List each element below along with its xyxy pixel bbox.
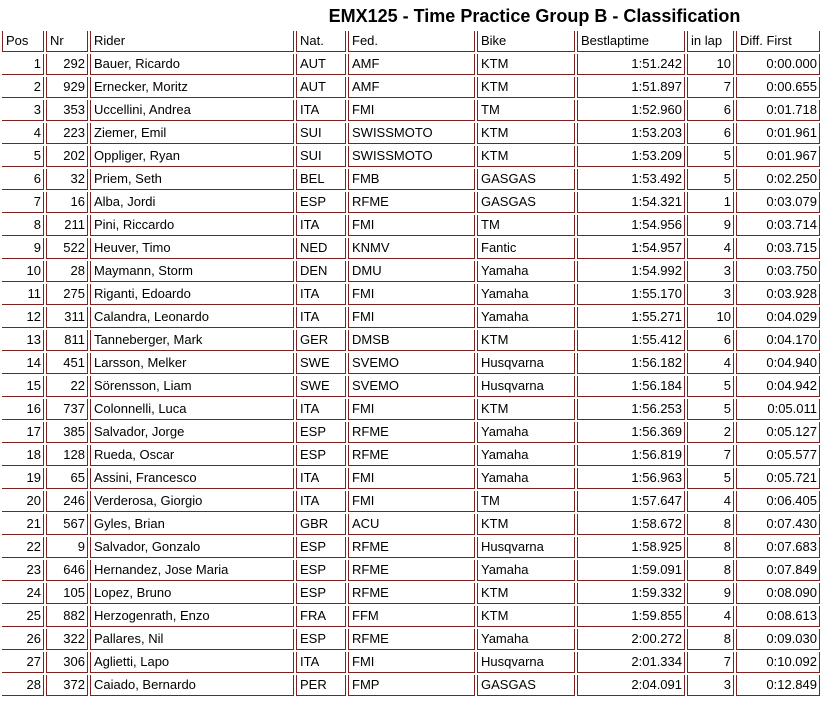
cell-nat: SWE — [296, 376, 346, 397]
cell-rider: Lopez, Bruno — [90, 583, 294, 604]
cell-bestlaptime: 1:53.492 — [577, 169, 685, 190]
cell-nr: 567 — [46, 514, 88, 535]
cell-nat: NED — [296, 238, 346, 259]
cell-rider: Bauer, Ricardo — [90, 54, 294, 75]
cell-bestlaptime: 1:54.956 — [577, 215, 685, 236]
cell-fed: DMSB — [348, 330, 475, 351]
column-header-pos: Pos — [2, 31, 44, 52]
cell-diff_first: 0:01.718 — [736, 100, 820, 121]
table-row — [2, 445, 820, 466]
cell-bike: TM — [477, 215, 575, 236]
cell-pos: 23 — [2, 560, 44, 581]
cell-nr: 246 — [46, 491, 88, 512]
cell-diff_first: 0:05.127 — [736, 422, 820, 443]
table-row — [2, 560, 820, 581]
cell-bike: GASGAS — [477, 675, 575, 696]
cell-nat: SUI — [296, 123, 346, 144]
cell-bike: KTM — [477, 77, 575, 98]
cell-bike: KTM — [477, 54, 575, 75]
table-row — [2, 238, 820, 259]
cell-in_lap: 7 — [687, 652, 734, 673]
cell-nr: 32 — [46, 169, 88, 190]
cell-in_lap: 5 — [687, 468, 734, 489]
cell-fed: RFME — [348, 445, 475, 466]
cell-diff_first: 0:10.092 — [736, 652, 820, 673]
cell-nat: ITA — [296, 284, 346, 305]
table-row — [2, 629, 820, 650]
cell-in_lap: 10 — [687, 307, 734, 328]
cell-in_lap: 8 — [687, 514, 734, 535]
cell-fed: FMI — [348, 307, 475, 328]
column-header-bike: Bike — [477, 31, 575, 52]
column-header-rider: Rider — [90, 31, 294, 52]
cell-rider: Priem, Seth — [90, 169, 294, 190]
cell-in_lap: 2 — [687, 422, 734, 443]
cell-bestlaptime: 1:54.321 — [577, 192, 685, 213]
cell-nat: ESP — [296, 445, 346, 466]
cell-in_lap: 5 — [687, 146, 734, 167]
cell-bestlaptime: 1:53.209 — [577, 146, 685, 167]
cell-pos: 26 — [2, 629, 44, 650]
table-row — [2, 307, 820, 328]
cell-rider: Ziemer, Emil — [90, 123, 294, 144]
cell-nr: 16 — [46, 192, 88, 213]
cell-nr: 292 — [46, 54, 88, 75]
cell-diff_first: 0:07.849 — [736, 560, 820, 581]
cell-bike: Husqvarna — [477, 537, 575, 558]
table-row — [2, 330, 820, 351]
cell-pos: 20 — [2, 491, 44, 512]
cell-nat: FRA — [296, 606, 346, 627]
cell-diff_first: 0:05.721 — [736, 468, 820, 489]
cell-in_lap: 10 — [687, 54, 734, 75]
cell-pos: 13 — [2, 330, 44, 351]
cell-pos: 9 — [2, 238, 44, 259]
cell-fed: FMI — [348, 100, 475, 121]
cell-bike: KTM — [477, 146, 575, 167]
cell-diff_first: 0:02.250 — [736, 169, 820, 190]
cell-bestlaptime: 1:55.271 — [577, 307, 685, 328]
page-title: EMX125 - Time Practice Group B - Classification — [328, 6, 741, 26]
cell-nr: 811 — [46, 330, 88, 351]
table-row — [2, 169, 820, 190]
cell-pos: 6 — [2, 169, 44, 190]
cell-nat: ITA — [296, 468, 346, 489]
table-row — [2, 215, 820, 236]
cell-nr: 882 — [46, 606, 88, 627]
cell-diff_first: 0:08.090 — [736, 583, 820, 604]
table-row — [2, 468, 820, 489]
cell-in_lap: 5 — [687, 376, 734, 397]
table-row — [2, 192, 820, 213]
cell-nr: 737 — [46, 399, 88, 420]
cell-bestlaptime: 1:56.819 — [577, 445, 685, 466]
cell-rider: Gyles, Brian — [90, 514, 294, 535]
table-row — [2, 77, 820, 98]
column-header-in_lap: in lap — [687, 31, 734, 52]
cell-pos: 4 — [2, 123, 44, 144]
cell-diff_first: 0:00.655 — [736, 77, 820, 98]
cell-nr: 646 — [46, 560, 88, 581]
table-row — [2, 491, 820, 512]
cell-nat: ITA — [296, 307, 346, 328]
cell-fed: FMB — [348, 169, 475, 190]
cell-pos: 27 — [2, 652, 44, 673]
cell-nat: ITA — [296, 100, 346, 121]
cell-nr: 372 — [46, 675, 88, 696]
column-header-nat: Nat. — [296, 31, 346, 52]
cell-rider: Pallares, Nil — [90, 629, 294, 650]
cell-bestlaptime: 2:00.272 — [577, 629, 685, 650]
cell-pos: 25 — [2, 606, 44, 627]
cell-nat: GBR — [296, 514, 346, 535]
cell-rider: Assini, Francesco — [90, 468, 294, 489]
cell-pos: 16 — [2, 399, 44, 420]
table-row — [2, 514, 820, 535]
cell-in_lap: 8 — [687, 537, 734, 558]
cell-in_lap: 1 — [687, 192, 734, 213]
cell-in_lap: 3 — [687, 675, 734, 696]
cell-fed: RFME — [348, 583, 475, 604]
cell-bike: GASGAS — [477, 192, 575, 213]
cell-diff_first: 0:07.430 — [736, 514, 820, 535]
cell-nr: 105 — [46, 583, 88, 604]
cell-diff_first: 0:01.961 — [736, 123, 820, 144]
cell-bike: KTM — [477, 330, 575, 351]
cell-pos: 17 — [2, 422, 44, 443]
table-row — [2, 606, 820, 627]
cell-fed: RFME — [348, 422, 475, 443]
cell-bike: KTM — [477, 123, 575, 144]
cell-nr: 211 — [46, 215, 88, 236]
cell-nr: 275 — [46, 284, 88, 305]
cell-bestlaptime: 1:57.647 — [577, 491, 685, 512]
cell-nat: ITA — [296, 652, 346, 673]
column-header-diff_first: Diff. First — [736, 31, 820, 52]
cell-diff_first: 0:04.942 — [736, 376, 820, 397]
cell-diff_first: 0:04.940 — [736, 353, 820, 374]
cell-rider: Sörensson, Liam — [90, 376, 294, 397]
cell-pos: 28 — [2, 675, 44, 696]
cell-fed: FMI — [348, 468, 475, 489]
cell-in_lap: 4 — [687, 606, 734, 627]
cell-nat: ITA — [296, 215, 346, 236]
cell-nat: PER — [296, 675, 346, 696]
cell-diff_first: 0:03.715 — [736, 238, 820, 259]
cell-in_lap: 9 — [687, 583, 734, 604]
cell-fed: DMU — [348, 261, 475, 282]
cell-nat: ESP — [296, 560, 346, 581]
cell-bestlaptime: 1:54.992 — [577, 261, 685, 282]
cell-nat: ESP — [296, 537, 346, 558]
cell-pos: 21 — [2, 514, 44, 535]
cell-diff_first: 0:05.011 — [736, 399, 820, 420]
cell-nr: 28 — [46, 261, 88, 282]
cell-rider: Salvador, Jorge — [90, 422, 294, 443]
cell-nr: 322 — [46, 629, 88, 650]
cell-rider: Heuver, Timo — [90, 238, 294, 259]
cell-fed: AMF — [348, 54, 475, 75]
cell-nat: SUI — [296, 146, 346, 167]
cell-bestlaptime: 1:56.182 — [577, 353, 685, 374]
cell-bike: Husqvarna — [477, 652, 575, 673]
cell-bike: TM — [477, 100, 575, 121]
cell-pos: 19 — [2, 468, 44, 489]
cell-nat: ESP — [296, 192, 346, 213]
table-row — [2, 376, 820, 397]
cell-bike: Yamaha — [477, 445, 575, 466]
cell-nr: 311 — [46, 307, 88, 328]
cell-bike: Yamaha — [477, 261, 575, 282]
cell-rider: Hernandez, Jose Maria — [90, 560, 294, 581]
table-row — [2, 123, 820, 144]
cell-pos: 10 — [2, 261, 44, 282]
cell-nr: 65 — [46, 468, 88, 489]
cell-pos: 2 — [2, 77, 44, 98]
cell-bestlaptime: 1:58.925 — [577, 537, 685, 558]
cell-nr: 9 — [46, 537, 88, 558]
cell-in_lap: 7 — [687, 77, 734, 98]
cell-diff_first: 0:05.577 — [736, 445, 820, 466]
cell-diff_first: 0:04.029 — [736, 307, 820, 328]
cell-in_lap: 6 — [687, 123, 734, 144]
cell-bestlaptime: 1:53.203 — [577, 123, 685, 144]
table-row — [2, 583, 820, 604]
cell-pos: 5 — [2, 146, 44, 167]
cell-rider: Caiado, Bernardo — [90, 675, 294, 696]
cell-nat: ESP — [296, 629, 346, 650]
cell-bike: TM — [477, 491, 575, 512]
cell-diff_first: 0:06.405 — [736, 491, 820, 512]
cell-nr: 353 — [46, 100, 88, 121]
cell-fed: KNMV — [348, 238, 475, 259]
cell-rider: Verderosa, Giorgio — [90, 491, 294, 512]
cell-pos: 3 — [2, 100, 44, 121]
table-row — [2, 422, 820, 443]
cell-diff_first: 0:01.967 — [736, 146, 820, 167]
cell-pos: 7 — [2, 192, 44, 213]
table-row — [2, 100, 820, 121]
cell-diff_first: 0:07.683 — [736, 537, 820, 558]
cell-in_lap: 5 — [687, 169, 734, 190]
cell-bestlaptime: 1:51.897 — [577, 77, 685, 98]
cell-bestlaptime: 2:01.334 — [577, 652, 685, 673]
header-row — [2, 31, 820, 52]
cell-rider: Tanneberger, Mark — [90, 330, 294, 351]
cell-bike: KTM — [477, 399, 575, 420]
cell-nat: BEL — [296, 169, 346, 190]
cell-fed: RFME — [348, 629, 475, 650]
cell-rider: Larsson, Melker — [90, 353, 294, 374]
cell-fed: SWISSMOTO — [348, 146, 475, 167]
cell-diff_first: 0:03.079 — [736, 192, 820, 213]
cell-nat: DEN — [296, 261, 346, 282]
cell-pos: 11 — [2, 284, 44, 305]
cell-in_lap: 4 — [687, 238, 734, 259]
table-row — [2, 54, 820, 75]
cell-bestlaptime: 1:52.960 — [577, 100, 685, 121]
cell-nr: 385 — [46, 422, 88, 443]
cell-nat: AUT — [296, 77, 346, 98]
column-header-nr: Nr — [46, 31, 88, 52]
cell-nr: 929 — [46, 77, 88, 98]
cell-nat: ESP — [296, 422, 346, 443]
cell-nr: 451 — [46, 353, 88, 374]
table-row — [2, 399, 820, 420]
table-row — [2, 261, 820, 282]
table-row — [2, 284, 820, 305]
cell-bestlaptime: 1:56.253 — [577, 399, 685, 420]
cell-in_lap: 3 — [687, 284, 734, 305]
column-header-bestlaptime: Bestlaptime — [577, 31, 685, 52]
cell-rider: Oppliger, Ryan — [90, 146, 294, 167]
cell-bestlaptime: 1:55.412 — [577, 330, 685, 351]
cell-fed: ACU — [348, 514, 475, 535]
cell-pos: 1 — [2, 54, 44, 75]
cell-bike: Husqvarna — [477, 353, 575, 374]
cell-diff_first: 0:03.750 — [736, 261, 820, 282]
cell-rider: Alba, Jordi — [90, 192, 294, 213]
cell-in_lap: 4 — [687, 491, 734, 512]
cell-nat: AUT — [296, 54, 346, 75]
classification-table — [0, 29, 822, 698]
cell-in_lap: 3 — [687, 261, 734, 282]
cell-pos: 18 — [2, 445, 44, 466]
cell-nr: 522 — [46, 238, 88, 259]
cell-pos: 8 — [2, 215, 44, 236]
cell-nat: ESP — [296, 583, 346, 604]
cell-rider: Uccellini, Andrea — [90, 100, 294, 121]
cell-bestlaptime: 1:51.242 — [577, 54, 685, 75]
cell-bike: Yamaha — [477, 422, 575, 443]
cell-nat: GER — [296, 330, 346, 351]
cell-diff_first: 0:04.170 — [736, 330, 820, 351]
cell-bike: KTM — [477, 583, 575, 604]
cell-diff_first: 0:12.849 — [736, 675, 820, 696]
cell-bike: KTM — [477, 514, 575, 535]
cell-nr: 202 — [46, 146, 88, 167]
cell-bike: Yamaha — [477, 629, 575, 650]
cell-diff_first: 0:03.928 — [736, 284, 820, 305]
cell-rider: Aglietti, Lapo — [90, 652, 294, 673]
table-body — [2, 54, 820, 696]
cell-pos: 24 — [2, 583, 44, 604]
cell-fed: RFME — [348, 537, 475, 558]
cell-fed: FMP — [348, 675, 475, 696]
cell-bestlaptime: 1:59.332 — [577, 583, 685, 604]
cell-bike: Yamaha — [477, 560, 575, 581]
cell-rider: Colonnelli, Luca — [90, 399, 294, 420]
cell-fed: AMF — [348, 77, 475, 98]
cell-bike: Fantic — [477, 238, 575, 259]
cell-diff_first: 0:08.613 — [736, 606, 820, 627]
cell-in_lap: 4 — [687, 353, 734, 374]
cell-bike: GASGAS — [477, 169, 575, 190]
cell-in_lap: 6 — [687, 100, 734, 121]
cell-bestlaptime: 1:55.170 — [577, 284, 685, 305]
table-row — [2, 146, 820, 167]
cell-rider: Maymann, Storm — [90, 261, 294, 282]
cell-pos: 12 — [2, 307, 44, 328]
cell-bike: Yamaha — [477, 284, 575, 305]
cell-bike: Yamaha — [477, 468, 575, 489]
cell-diff_first: 0:09.030 — [736, 629, 820, 650]
cell-fed: FFM — [348, 606, 475, 627]
cell-fed: FMI — [348, 399, 475, 420]
cell-rider: Salvador, Gonzalo — [90, 537, 294, 558]
cell-pos: 15 — [2, 376, 44, 397]
cell-bestlaptime: 1:56.369 — [577, 422, 685, 443]
cell-fed: FMI — [348, 652, 475, 673]
cell-nr: 306 — [46, 652, 88, 673]
cell-bestlaptime: 1:59.091 — [577, 560, 685, 581]
cell-bestlaptime: 1:56.963 — [577, 468, 685, 489]
cell-fed: SVEMO — [348, 376, 475, 397]
cell-bike: KTM — [477, 606, 575, 627]
cell-rider: Rueda, Oscar — [90, 445, 294, 466]
cell-bestlaptime: 2:04.091 — [577, 675, 685, 696]
table-row — [2, 652, 820, 673]
cell-rider: Riganti, Edoardo — [90, 284, 294, 305]
table-row — [2, 353, 820, 374]
cell-nat: ITA — [296, 399, 346, 420]
cell-nr: 22 — [46, 376, 88, 397]
cell-nr: 223 — [46, 123, 88, 144]
cell-fed: RFME — [348, 192, 475, 213]
cell-rider: Calandra, Leonardo — [90, 307, 294, 328]
cell-fed: FMI — [348, 491, 475, 512]
cell-in_lap: 9 — [687, 215, 734, 236]
cell-pos: 14 — [2, 353, 44, 374]
cell-in_lap: 8 — [687, 560, 734, 581]
cell-nat: ITA — [296, 491, 346, 512]
cell-fed: RFME — [348, 560, 475, 581]
cell-bike: Husqvarna — [477, 376, 575, 397]
cell-diff_first: 0:03.714 — [736, 215, 820, 236]
cell-pos: 22 — [2, 537, 44, 558]
cell-fed: FMI — [348, 215, 475, 236]
cell-fed: SVEMO — [348, 353, 475, 374]
cell-bestlaptime: 1:59.855 — [577, 606, 685, 627]
cell-rider: Ernecker, Moritz — [90, 77, 294, 98]
cell-rider: Herzogenrath, Enzo — [90, 606, 294, 627]
cell-diff_first: 0:00.000 — [736, 54, 820, 75]
cell-bestlaptime: 1:54.957 — [577, 238, 685, 259]
cell-bestlaptime: 1:58.672 — [577, 514, 685, 535]
table-row — [2, 675, 820, 696]
cell-nat: SWE — [296, 353, 346, 374]
table-row — [2, 537, 820, 558]
cell-in_lap: 5 — [687, 399, 734, 420]
column-header-fed: Fed. — [348, 31, 475, 52]
cell-bestlaptime: 1:56.184 — [577, 376, 685, 397]
table-header — [2, 31, 820, 52]
cell-nr: 128 — [46, 445, 88, 466]
cell-in_lap: 6 — [687, 330, 734, 351]
cell-fed: FMI — [348, 284, 475, 305]
cell-fed: SWISSMOTO — [348, 123, 475, 144]
cell-bike: Yamaha — [477, 307, 575, 328]
cell-in_lap: 8 — [687, 629, 734, 650]
cell-in_lap: 7 — [687, 445, 734, 466]
cell-rider: Pini, Riccardo — [90, 215, 294, 236]
